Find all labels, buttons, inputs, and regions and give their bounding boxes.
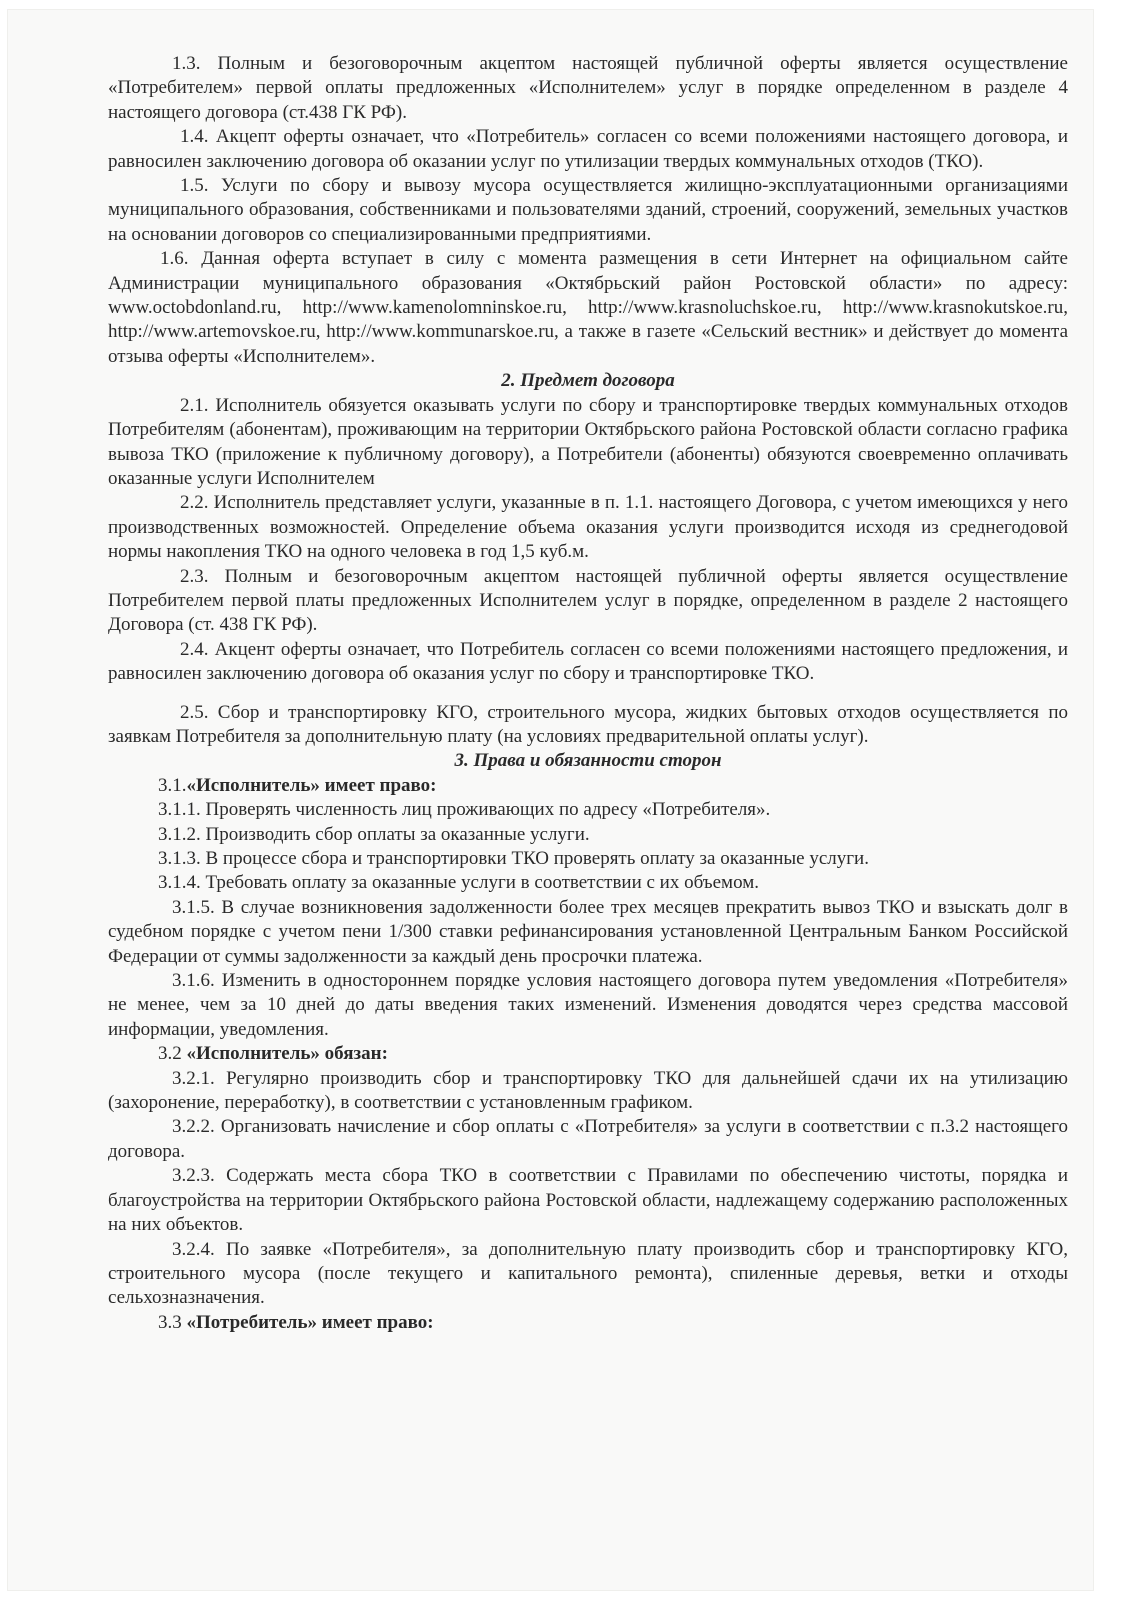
section-2-heading: 2. Предмет договора [501,370,675,392]
clause-3-1-3: 3.1.3. В процессе сбора и транспортировки ТКО проверять оплату за оказанные услуги. [158,848,869,869]
clause-1-5: 1.5. Услуги по сбору и вывозу мусора осуществляется жилищно-эксплуатационными организациями муниципального образования, собственниками и пользователями зданий, строений, сооружений, земельных участков на основании договоров со специализированными предприятиями. [108,175,1068,245]
clause-2-2: 2.2. Исполнитель представляет услуги, указанные в п. 1.1. настоящего Договора, с учетом имеющихся у него производственных возможностей. Определение объема оказания услуги производится исходя из среднегодовой нормы накопления ТКО на одного человека в год 1,5 куб.м. [108,492,1068,563]
subsection-3-3-label: «Потребитель» имеет право: [186,1311,434,1333]
clause-3-1-4: 3.1.4. Требовать оплату за оказанные услуги в соответствии с их объемом. [158,872,759,894]
subsection-3-3-number: 3.3 [158,1311,182,1333]
section-3-heading: 3. Права и обязанности сторон [454,750,722,772]
clause-3-1-5: 3.1.5. В случае возникновения задолженности более трех месяцев прекратить вывоз ТКО и взыскать долг в судебном порядке с учетом пени 1/300 ставки рефинансирования установленной Центральным Банком Российской Федерации от суммы задолженности за каждый день просрочки платежа. [108,896,1068,967]
subsection-3-1-number: 3.1. [158,774,187,796]
clause-1-4: 1.4. Акцепт оферты означает, что «Потребитель» согласен со всеми положениями настоящего договора, и равносилен заключению договора об оказании услуг по утилизации твердых коммунальных отходов (ТКО). [108,126,1068,172]
subsection-3-1-title [108,774,1068,798]
clause-2-5: 2.5. Сбор и транспортировку КГО, строительного мусора, жидких бытовых отходов осуществляется по заявкам Потребителя за дополнительную плату (на условиях предварительной оплаты услуг). [108,701,1068,747]
document-page [8,10,1093,1590]
clause-3-2-1: 3.2.1. Регулярно производить сбор и транспортировку ТКО для дальнейшей сдачи их на утилизацию (захоронение, переработку), в соответствии с установленным графиком. [108,1067,1068,1114]
subsection-3-2-title [108,1042,1068,1066]
subsection-3-1-label: «Исполнитель» имеет право: [186,774,437,796]
clause-3-2-2: 3.2.2. Организовать начисление и сбор оплаты с «Потребителя» за услуги в соответствии с п.3.2 настоящего договора. [108,1116,1068,1162]
clause-3-2-4: 3.2.4. По заявке «Потребителя», за дополнительную плату производить сбор и транспортировку КГО, строительного мусора (после текущего и капитального ремонта), спиленные деревья, ветки и отходы сельхозназначения. [108,1238,1068,1309]
clause-2-4: 2.4. Акцент оферты означает, что Потребитель согласен со всеми положениями настоящего предложения, и равносилен заключению договора об оказания услуг по сбору и транспортировке ТКО. [108,638,1068,685]
clause-3-2-3: 3.2.3. Содержать места сбора ТКО в соответствии с Правилами по обеспечению чистоты, порядка и благоустройства на территории Октябрьского района Ростовской области, надлежащему содержанию расположенных на них объектов. [108,1165,1068,1236]
subsection-3-2-label: «Исполнитель» обязан: [186,1043,388,1065]
clause-3-1-2: 3.1.2. Производить сбор оплаты за оказанные услуги. [158,823,590,845]
subsection-3-2-number: 3.2 [158,1043,182,1065]
document-body [108,52,1068,1335]
clause-2-1: 2.1. Исполнитель обязуется оказывать услуги по сбору и транспортировке твердых коммунальных отходов Потребителям (абонентам), проживающим на территории Октябрьского района Ростовской области согласно графика вывоза ТКО (приложение к публичному договору), а Потребители (абоненты) обязуются своевременно оплачивать оказанные услуги Исполнителем [108,394,1068,489]
clause-1-6: 1.6. Данная оферта вступает в силу с момента размещения в сети Интернет на официальном сайте Администрации муниципального образования «Октябрьский район Ростовской области» по адресу: www.octobdonland.ru, http://www.kamenolomninskoe.ru, http://www.krasnoluchskoe.ru, http://www.krasnokutskoe.ru, http://www.artemovskoe.ru, http://www.kommunarskoe.ru, а также в газете «Сельский вестник» и действует до момента отзыва оферты «Исполнителем». [108,248,1068,367]
clause-3-1-6: 3.1.6. Изменить в одностороннем порядке условия настоящего договора путем уведомления «Потребителя» не менее, чем за 10 дней до даты введения таких изменений. Изменения доводятся через средства массовой информации, уведомления. [108,970,1068,1040]
clause-3-1-1: 3.1.1. Проверять численность лиц проживающих по адресу «Потребителя». [158,799,771,821]
clause-2-3: 2.3. Полным и безоговорочным акцептом настоящей публичной оферты является осуществление Потребителем первой платы предложенных Исполнителем услуг в порядке, определенном в разделе 2 настоящего Договора (ст. 438 ГК РФ). [108,565,1068,636]
clause-1-3: 1.3. Полным и безоговорочным акцептом настоящей публичной оферты является осуществление «Потребителем» первой оплаты предложенных «Исполнителем» услуг в порядке определенном в разделе 4 настоящего договора (ст.438 ГК РФ). [108,53,1068,123]
subsection-3-3-title [108,1311,1068,1335]
